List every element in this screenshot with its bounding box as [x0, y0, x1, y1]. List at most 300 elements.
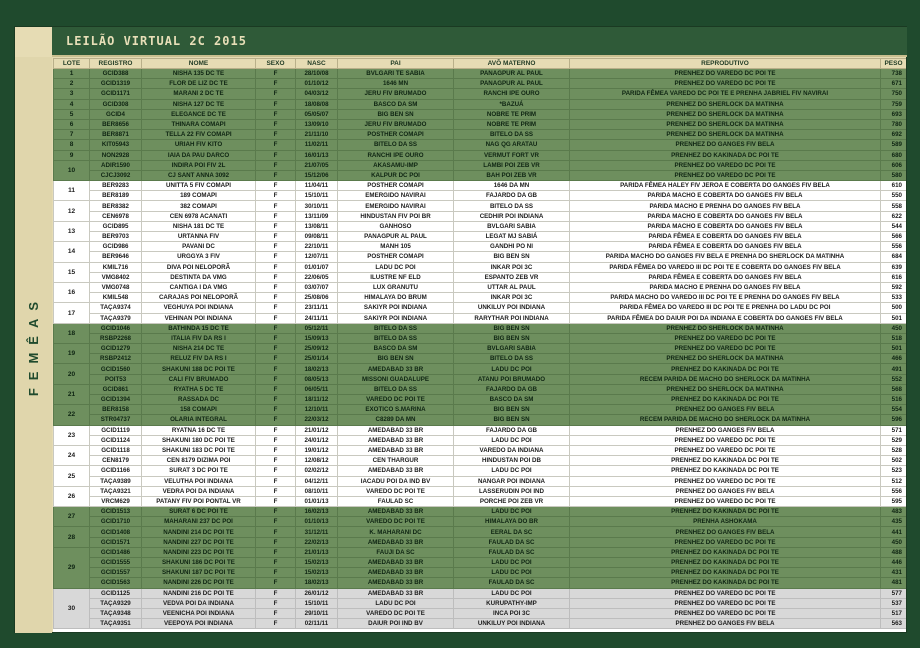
- cell-nasc: 18/02/13: [296, 578, 338, 588]
- cell-sexo: F: [256, 323, 296, 333]
- table-row: [54, 232, 907, 242]
- lote-number: 20: [54, 364, 90, 384]
- lote-number: 18: [54, 323, 90, 343]
- cell-pai: LUX GRANUTU: [338, 282, 454, 292]
- table-row: [54, 486, 907, 496]
- cell-nome: URTANNA FIV: [142, 232, 256, 242]
- table-row: [54, 242, 907, 252]
- table-row: [54, 558, 907, 568]
- cell-peso: 692: [881, 130, 907, 140]
- table-header-row: [54, 59, 907, 69]
- cell-reprodutivo: PRENHEZ DO VAREDO DC POI TE: [570, 588, 881, 598]
- lote-number: 5: [54, 109, 90, 119]
- cell-registro: KIT05943: [90, 140, 142, 150]
- table-row: [54, 282, 907, 292]
- cell-avo-materno: BIG BEN SN: [454, 405, 570, 415]
- cell-sexo: F: [256, 445, 296, 455]
- table-row: [54, 517, 907, 527]
- cell-peso: 671: [881, 79, 907, 89]
- cell-registro: GCID1319: [90, 79, 142, 89]
- cell-peso: 500: [881, 303, 907, 313]
- cell-sexo: F: [256, 333, 296, 343]
- cell-nome: 158 COMAPI: [142, 405, 256, 415]
- cell-nome: INDIRA POI FIV 2L: [142, 160, 256, 170]
- table-row: [54, 384, 907, 394]
- cell-reprodutivo: PARIDA FÊMEA DO VAREDO III DC POI TE E COBERTA DO GANGES FIV BELA: [570, 262, 881, 272]
- cell-peso: 680: [881, 150, 907, 160]
- table-row: [54, 333, 907, 343]
- lote-number: 25: [54, 466, 90, 486]
- lote-number: 4: [54, 99, 90, 109]
- cell-reprodutivo: PRENHEZ DO GANGES FIV BELA: [570, 425, 881, 435]
- table-row: [54, 99, 907, 109]
- cell-nome: PAVANI DC: [142, 242, 256, 252]
- cell-sexo: F: [256, 384, 296, 394]
- cell-sexo: F: [256, 293, 296, 303]
- cell-peso: 517: [881, 608, 907, 618]
- table-row: [54, 252, 907, 262]
- cell-pai: SAKIYR POI INDIANA: [338, 313, 454, 323]
- table-row: [54, 170, 907, 180]
- cell-nasc: 22/02/13: [296, 537, 338, 547]
- table-row: [54, 405, 907, 415]
- cell-registro: STR04737: [90, 415, 142, 425]
- cell-avo-materno: NOBRE TE PRIM: [454, 109, 570, 119]
- cell-pai: POSTHER COMAPI: [338, 130, 454, 140]
- cell-registro: GCID1513: [90, 507, 142, 517]
- cell-pai: BVLGARI TE SABIA: [338, 69, 454, 79]
- cell-peso: 488: [881, 547, 907, 557]
- table-row: [54, 313, 907, 323]
- cell-peso: 566: [881, 232, 907, 242]
- cell-avo-materno: PANAGPUR AL PAUL: [454, 69, 570, 79]
- cell-pai: HIMALAYA DO BRUM: [338, 293, 454, 303]
- cell-avo-materno: ATANU POI BRUMADO: [454, 374, 570, 384]
- cell-pai: POSTHER COMAPI: [338, 252, 454, 262]
- cell-registro: KMIL548: [90, 293, 142, 303]
- cell-avo-materno: GANDHI PO NI: [454, 242, 570, 252]
- cell-sexo: F: [256, 598, 296, 608]
- cell-nasc: 12/08/12: [296, 456, 338, 466]
- cell-sexo: F: [256, 262, 296, 272]
- cell-nome: NANDINI 216 DC POI TE: [142, 588, 256, 598]
- cell-avo-materno: NANGAR POI INDIANA: [454, 476, 570, 486]
- cell-peso: 577: [881, 588, 907, 598]
- cell-peso: 738: [881, 69, 907, 79]
- cell-nome: URIAH FIV KITO: [142, 140, 256, 150]
- cell-pai: AMEDABAD 33 BR: [338, 364, 454, 374]
- cell-pai: BITELO DA SS: [338, 140, 454, 150]
- cell-avo-materno: BIG BEN SN: [454, 333, 570, 343]
- table-row: [54, 395, 907, 405]
- cell-nome: SHAKUNI 188 DC POI TE: [142, 364, 256, 374]
- cell-avo-materno: BITELO DA SS: [454, 354, 570, 364]
- cell-peso: 466: [881, 354, 907, 364]
- cell-registro: TAÇA9329: [90, 598, 142, 608]
- cell-registro: TAÇA9374: [90, 303, 142, 313]
- cell-sexo: F: [256, 425, 296, 435]
- cell-peso: 568: [881, 384, 907, 394]
- cell-registro: GCID1118: [90, 445, 142, 455]
- cell-reprodutivo: PRENHEZ DO VAREDO DC POI TE: [570, 598, 881, 608]
- cell-avo-materno: FAULAD DA SC: [454, 547, 570, 557]
- cell-nome: OLARIA INTEGRAL: [142, 415, 256, 425]
- cell-peso: 529: [881, 435, 907, 445]
- cell-peso: 544: [881, 221, 907, 231]
- cell-reprodutivo: PRENHEZ DO SHERLOCK DA MATINHA: [570, 130, 881, 140]
- cell-registro: GCID1166: [90, 466, 142, 476]
- table-row: [54, 79, 907, 89]
- cell-registro: TAÇA9389: [90, 476, 142, 486]
- cell-nasc: 29/10/11: [296, 608, 338, 618]
- table-row: [54, 496, 907, 506]
- cell-reprodutivo: PRENHEZ DO GANGES FIV BELA: [570, 486, 881, 496]
- cell-peso: 552: [881, 374, 907, 384]
- cell-peso: 483: [881, 507, 907, 517]
- cell-nasc: 04/03/12: [296, 89, 338, 99]
- cell-sexo: F: [256, 344, 296, 354]
- cell-registro: GCID1119: [90, 425, 142, 435]
- cell-nasc: 11/02/11: [296, 140, 338, 150]
- cell-registro: POIT53: [90, 374, 142, 384]
- cell-nasc: 16/01/13: [296, 150, 338, 160]
- table-row: [54, 323, 907, 333]
- cell-peso: 518: [881, 333, 907, 343]
- cell-peso: 550: [881, 191, 907, 201]
- cell-reprodutivo: PRENHEZ DO KAKINADA DC POI TE: [570, 466, 881, 476]
- cell-nasc: 25/01/14: [296, 354, 338, 364]
- lote-number: 15: [54, 262, 90, 282]
- cell-registro: GCID1124: [90, 435, 142, 445]
- cell-registro: BER8656: [90, 119, 142, 129]
- table-row: [54, 568, 907, 578]
- cell-registro: GCID1408: [90, 527, 142, 537]
- cell-pai: EMERGIDO NAVIRAI: [338, 201, 454, 211]
- cell-nasc: 05/12/11: [296, 323, 338, 333]
- cell-reprodutivo: PRENHEZ DO VAREDO DC POI TE: [570, 170, 881, 180]
- table-row: [54, 456, 907, 466]
- col-lote: LOTE: [54, 59, 90, 69]
- cell-avo-materno: KURUPATHY-IMP: [454, 598, 570, 608]
- cell-avo-materno: 1646 DA MN: [454, 181, 570, 191]
- cell-registro: GCID861: [90, 384, 142, 394]
- cell-reprodutivo: PRENHEZ DO VAREDO DC POI TE: [570, 608, 881, 618]
- cell-pai: AMEDABAD 33 BR: [338, 445, 454, 455]
- cell-registro: VMG0748: [90, 282, 142, 292]
- cell-nome: MARANI 2 DC TE: [142, 89, 256, 99]
- cell-nasc: 30/10/11: [296, 201, 338, 211]
- lote-number: 3: [54, 89, 90, 99]
- cell-sexo: F: [256, 313, 296, 323]
- cell-reprodutivo: PARIDA FÊMEA E COBERTA DO GANGES FIV BELA: [570, 272, 881, 282]
- lote-number: 1: [54, 69, 90, 79]
- col-reprodutivo: REPRODUTIVO: [570, 59, 881, 69]
- cell-nome: VEDVA POI DA INDIANA: [142, 598, 256, 608]
- cell-nasc: 09/08/11: [296, 232, 338, 242]
- cell-pai: JERU FIV BRUMADO: [338, 119, 454, 129]
- lote-number: 11: [54, 181, 90, 201]
- cell-sexo: F: [256, 364, 296, 374]
- cell-pai: AMEDABAD 33 BR: [338, 435, 454, 445]
- lots-table: [53, 58, 906, 629]
- cell-nasc: 15/02/13: [296, 568, 338, 578]
- cell-nome: RYATHA 5 DC TE: [142, 384, 256, 394]
- cell-peso: 435: [881, 517, 907, 527]
- cell-reprodutivo: PRENHEZ DO VAREDO DC POI TE: [570, 69, 881, 79]
- cell-nasc: 18/08/08: [296, 99, 338, 109]
- cell-nasc: 18/02/13: [296, 364, 338, 374]
- lote-number: 24: [54, 445, 90, 465]
- cell-registro: GCID1046: [90, 323, 142, 333]
- cell-avo-materno: BVLGARI SABIA: [454, 344, 570, 354]
- cell-reprodutivo: PARIDA FÊMEA DO VAREDO III DC POI TE E PRENHA DO LADU DC POI: [570, 303, 881, 313]
- cell-registro: GCID1557: [90, 568, 142, 578]
- cell-peso: 528: [881, 445, 907, 455]
- cell-reprodutivo: PRENHEZ DO VAREDO DC POI TE: [570, 445, 881, 455]
- cell-sexo: F: [256, 537, 296, 547]
- cell-sexo: F: [256, 547, 296, 557]
- cell-reprodutivo: PRENHEZ DO VAREDO DC POI TE: [570, 160, 881, 170]
- cell-nome: NANDINI 214 DC POI TE: [142, 527, 256, 537]
- cell-pai: BIG BEN SN: [338, 354, 454, 364]
- cell-avo-materno: LASSERUDIN POI IND: [454, 486, 570, 496]
- cell-nome: VEDRA POI DA INDIANA: [142, 486, 256, 496]
- cell-nome: NISHA 135 DC TE: [142, 69, 256, 79]
- cell-registro: BER9283: [90, 181, 142, 191]
- cell-peso: 639: [881, 262, 907, 272]
- cell-peso: 446: [881, 558, 907, 568]
- cell-sexo: F: [256, 568, 296, 578]
- cell-pai: LADU DC POI: [338, 262, 454, 272]
- cell-pai: AMEDABAD 33 BR: [338, 568, 454, 578]
- cell-avo-materno: LADU DC POI: [454, 507, 570, 517]
- table-row: [54, 109, 907, 119]
- cell-peso: 537: [881, 598, 907, 608]
- lote-number: 14: [54, 242, 90, 262]
- cell-avo-materno: BVLGARI SABIA: [454, 221, 570, 231]
- cell-sexo: F: [256, 374, 296, 384]
- cell-reprodutivo: PRENHEZ DO KAKINADA DC POI TE: [570, 558, 881, 568]
- cell-reprodutivo: PRENHEZ DO GANGES FIV BELA: [570, 140, 881, 150]
- cell-avo-materno: RANCHI IPE OURO: [454, 89, 570, 99]
- cell-nome: CALI FIV BRUMADO: [142, 374, 256, 384]
- cell-nome: NANDINI 227 DC POI TE: [142, 537, 256, 547]
- cell-registro: GCID1710: [90, 517, 142, 527]
- cell-sexo: F: [256, 415, 296, 425]
- cell-avo-materno: INCA POI 3C: [454, 608, 570, 618]
- cell-sexo: F: [256, 211, 296, 221]
- cell-registro: KMIL716: [90, 262, 142, 272]
- table-row: [54, 119, 907, 129]
- table-row: [54, 608, 907, 618]
- cell-nome: PATANY FIV POI PONTAL VR: [142, 496, 256, 506]
- cell-pai: FAULAD SC: [338, 496, 454, 506]
- cell-sexo: F: [256, 99, 296, 109]
- cell-sexo: F: [256, 303, 296, 313]
- cell-nome: CJ SANT ANNA 3092: [142, 170, 256, 180]
- cell-avo-materno: BIG BEN SN: [454, 415, 570, 425]
- cell-registro: BER9703: [90, 232, 142, 242]
- cell-avo-materno: UTTAR AL PAUL: [454, 282, 570, 292]
- cell-reprodutivo: PRENHEZ DO SHERLOCK DA MATINHA: [570, 323, 881, 333]
- cell-registro: GCID986: [90, 242, 142, 252]
- cell-avo-materno: FAJARDO DA GB: [454, 425, 570, 435]
- cell-nasc: 04/12/11: [296, 476, 338, 486]
- catalog-frame: [14, 26, 907, 633]
- cell-sexo: F: [256, 405, 296, 415]
- cell-reprodutivo: PARIDA FÊMEA HALEY FIV JEROA E COBERTA DO GANGES FIV BELA: [570, 181, 881, 191]
- cell-nasc: 25/08/06: [296, 293, 338, 303]
- table-body: [54, 69, 907, 629]
- cell-nome: SHAKUNI 180 DC POI TE: [142, 435, 256, 445]
- cell-nasc: 22/10/11: [296, 242, 338, 252]
- cell-pai: IACADU POI DA IND BV: [338, 476, 454, 486]
- cell-nasc: 21/01/13: [296, 547, 338, 557]
- cell-registro: VRCM629: [90, 496, 142, 506]
- cell-nome: VEENICHA POI INDIANA: [142, 608, 256, 618]
- lote-number: 21: [54, 384, 90, 404]
- cell-sexo: F: [256, 282, 296, 292]
- lote-number: 12: [54, 201, 90, 221]
- cell-reprodutivo: PRENHEZ DO SHERLOCK DA MATINHA: [570, 384, 881, 394]
- cell-sexo: F: [256, 181, 296, 191]
- table-row: [54, 303, 907, 313]
- cell-avo-materno: LADU DC POI: [454, 588, 570, 598]
- cell-peso: 693: [881, 109, 907, 119]
- cell-pai: MISSONI GUADALUPE: [338, 374, 454, 384]
- table-row: [54, 140, 907, 150]
- cell-sexo: F: [256, 191, 296, 201]
- cell-registro: GCID1560: [90, 364, 142, 374]
- cell-nome: ELEGANCE DC TE: [142, 109, 256, 119]
- cell-nome: SURAT 6 DC POI TE: [142, 507, 256, 517]
- cell-pai: VAREDO DC POI TE: [338, 608, 454, 618]
- lote-number: 16: [54, 282, 90, 302]
- cell-sexo: F: [256, 119, 296, 129]
- cell-sexo: F: [256, 221, 296, 231]
- cell-sexo: F: [256, 578, 296, 588]
- lote-number: 26: [54, 486, 90, 506]
- cell-registro: GCID388: [90, 69, 142, 79]
- cell-nome: NANDINI 226 DC POI TE: [142, 578, 256, 588]
- cell-sexo: F: [256, 496, 296, 506]
- cell-pai: RANCHI IPE OURO: [338, 150, 454, 160]
- cell-pai: AMEDABAD 33 BR: [338, 537, 454, 547]
- cell-peso: 481: [881, 578, 907, 588]
- col-avo-materno: AVÔ MATERNO: [454, 59, 570, 69]
- table-row: [54, 425, 907, 435]
- cell-nasc: 31/12/11: [296, 527, 338, 537]
- page-title: LEILÃO VIRTUAL 2C 2015: [66, 34, 247, 48]
- cell-nome: THINARA COMAPI: [142, 119, 256, 129]
- cell-nasc: 05/05/07: [296, 109, 338, 119]
- cell-nasc: 15/02/13: [296, 558, 338, 568]
- cell-reprodutivo: PRENHEZ DO KAKINADA DC POI TE: [570, 568, 881, 578]
- cell-reprodutivo: PARIDA FÊMEA E COBERTA DO GANGES FIV BELA: [570, 232, 881, 242]
- cell-nome: FLOR DE LIZ DC TE: [142, 79, 256, 89]
- col-sexo: SEXO: [256, 59, 296, 69]
- cell-peso: 592: [881, 282, 907, 292]
- cell-sexo: F: [256, 201, 296, 211]
- cell-registro: BER9646: [90, 252, 142, 262]
- cell-reprodutivo: PARIDA MACHO E PRENHA DO GANGES FIV BELA: [570, 282, 881, 292]
- cell-reprodutivo: PRENHEZ DO SHERLOCK DA MATINHA: [570, 119, 881, 129]
- cell-reprodutivo: PRENHEZ DO KAKINADA DC POI TE: [570, 507, 881, 517]
- cell-peso: 512: [881, 476, 907, 486]
- cell-peso: 750: [881, 89, 907, 99]
- cell-reprodutivo: PARIDA MACHO DO GANGES FIV BELA E PRENHA DO SHERLOCK DA MATINHA: [570, 252, 881, 262]
- cell-peso: 684: [881, 252, 907, 262]
- table-row: [54, 201, 907, 211]
- sidebar-label: FEMÊAS: [26, 293, 41, 397]
- cell-sexo: F: [256, 150, 296, 160]
- title-bar: [52, 27, 907, 57]
- cell-sexo: F: [256, 608, 296, 618]
- cell-nome: NANDINI 223 DC POI TE: [142, 547, 256, 557]
- lote-number: 9: [54, 150, 90, 160]
- cell-avo-materno: BIG BEN SN: [454, 252, 570, 262]
- cell-sexo: F: [256, 527, 296, 537]
- col-nome: NOME: [142, 59, 256, 69]
- cell-nome: VELUTHA POI INDIANA: [142, 476, 256, 486]
- cell-nasc: 13/08/11: [296, 221, 338, 231]
- cell-sexo: F: [256, 69, 296, 79]
- cell-avo-materno: FAJARDO DA GB: [454, 191, 570, 201]
- cell-nasc: 12/07/11: [296, 252, 338, 262]
- cell-registro: CEN6978: [90, 211, 142, 221]
- cell-nasc: 15/09/13: [296, 333, 338, 343]
- col-nasc: NASC: [296, 59, 338, 69]
- cell-nasc: 16/02/13: [296, 507, 338, 517]
- table-row: [54, 588, 907, 598]
- cell-pai: BITELO DA SS: [338, 384, 454, 394]
- table-row: [54, 130, 907, 140]
- cell-pai: HINDUSTAN FIV POI BR: [338, 211, 454, 221]
- cell-pai: AMEDABAD 33 BR: [338, 578, 454, 588]
- cell-avo-materno: NOBRE TE PRIM: [454, 119, 570, 129]
- cell-pai: GANHOSO: [338, 221, 454, 231]
- table-row: [54, 211, 907, 221]
- cell-avo-materno: LADU DC POI: [454, 435, 570, 445]
- cell-peso: 523: [881, 466, 907, 476]
- cell-avo-materno: LAMBI POI ZEB VR: [454, 160, 570, 170]
- cell-pai: DAIUR POI IND BV: [338, 619, 454, 629]
- table-row: [54, 476, 907, 486]
- cell-pai: AMEDABAD 33 BR: [338, 588, 454, 598]
- cell-reprodutivo: PARIDA FÊMEA E COBERTA DO GANGES FIV BELA: [570, 242, 881, 252]
- cell-sexo: F: [256, 272, 296, 282]
- cell-registro: CJCJ3092: [90, 170, 142, 180]
- cell-nasc: 22/03/12: [296, 415, 338, 425]
- cell-sexo: F: [256, 466, 296, 476]
- cell-nome: RELUZ FIV DA RS I: [142, 354, 256, 364]
- cell-nome: VEEPOYA POI INDIANA: [142, 619, 256, 629]
- table-row: [54, 364, 907, 374]
- table-row: [54, 466, 907, 476]
- cell-peso: 450: [881, 537, 907, 547]
- col-pai: PAI: [338, 59, 454, 69]
- cell-nasc: 18/11/12: [296, 395, 338, 405]
- cell-registro: BER8382: [90, 201, 142, 211]
- lote-number: 6: [54, 119, 90, 129]
- cell-registro: GCID1486: [90, 547, 142, 557]
- cell-avo-materno: BAH POI ZEB VR: [454, 170, 570, 180]
- cell-pai: BITELO DA SS: [338, 323, 454, 333]
- cell-pai: SAKIYR POI INDIANA: [338, 303, 454, 313]
- cell-pai: VAREDO DC POI TE: [338, 517, 454, 527]
- cell-registro: TAÇA9379: [90, 313, 142, 323]
- cell-reprodutivo: PARIDA FÊMEA DO DAIUR POI DA INDIANA E COBERTA DO GANGES FIV BELA: [570, 313, 881, 323]
